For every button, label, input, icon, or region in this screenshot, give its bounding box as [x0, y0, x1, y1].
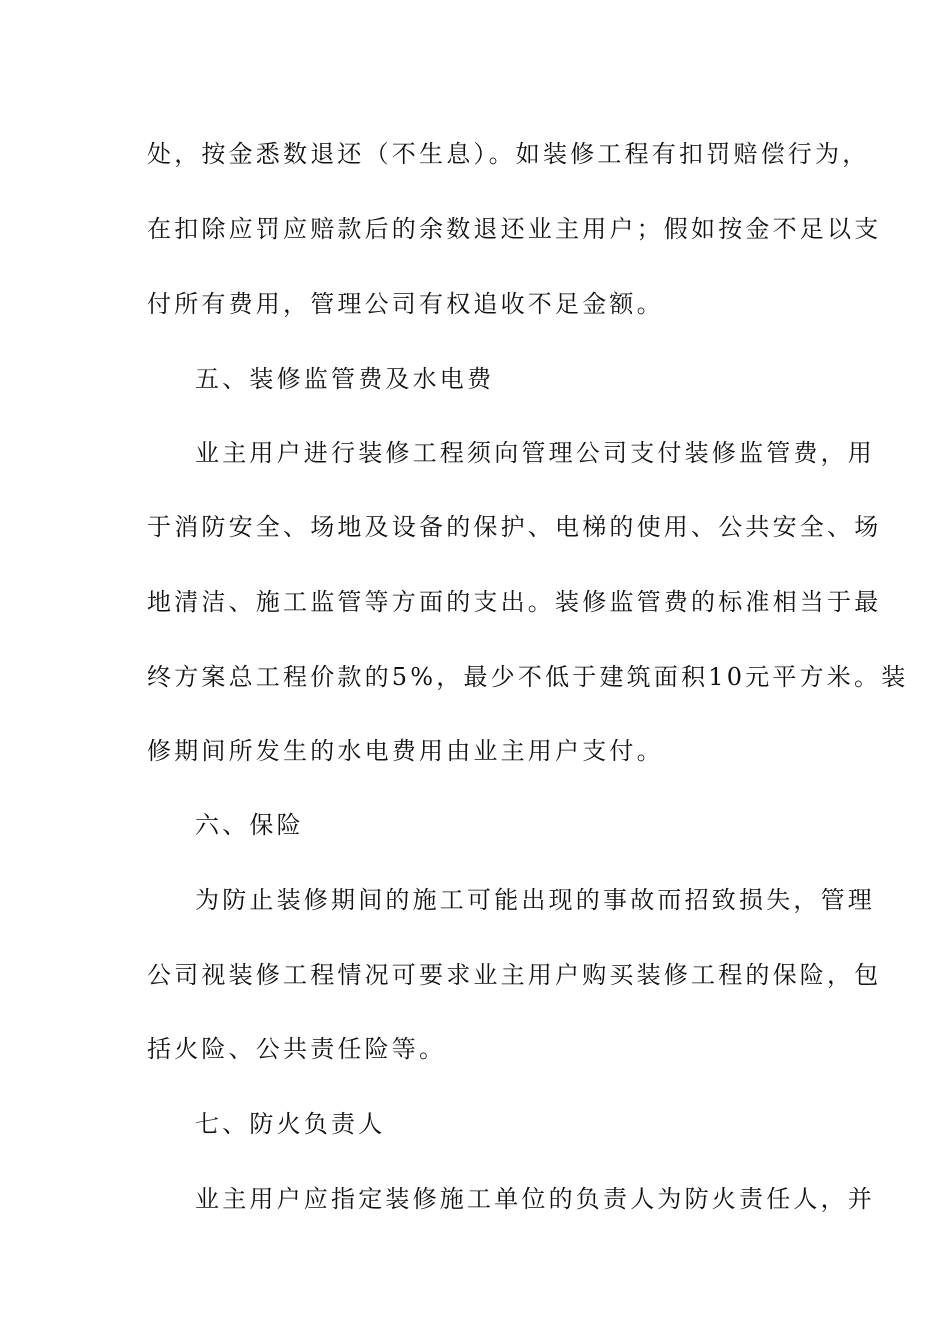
paragraph-line: 业主用户应指定装修施工单位的负责人为防火责任人，并 — [195, 1185, 875, 1213]
section-heading-5: 五、装修监管费及水电费 — [195, 365, 495, 393]
paragraph-line: 地清洁、施工监管等方面的支出。装修监管费的标准相当于最 — [147, 588, 882, 616]
paragraph-line: 业主用户进行装修工程须向管理公司支付装修监管费，用 — [195, 439, 875, 467]
paragraph-line: 为防止装修期间的施工可能出现的事故而招致损失，管理 — [195, 886, 875, 914]
paragraph-line: 在扣除应罚应赔款后的余数退还业主用户；假如按金不足以支 — [147, 215, 882, 243]
section-heading-6: 六、保险 — [195, 811, 304, 839]
paragraph-line: 括火险、公共责任险等。 — [147, 1035, 447, 1063]
paragraph-line: 修期间所发生的水电费用由业主用户支付。 — [147, 737, 664, 765]
paragraph-line: 于消防安全、场地及设备的保护、电梯的使用、公共安全、场 — [147, 513, 882, 541]
paragraph-line: 付所有费用，管理公司有权追收不足金额。 — [147, 290, 664, 318]
paragraph-line: 终方案总工程价款的5%，最少不低于建筑面积10元平方米。装 — [147, 663, 909, 691]
paragraph-line: 公司视装修工程情况可要求业主用户购买装修工程的保险，包 — [147, 961, 882, 989]
paragraph-line: 处，按金悉数退还（不生息）。如装修工程有扣罚赔偿行为， — [147, 140, 870, 168]
section-heading-7: 七、防火负责人 — [195, 1110, 386, 1138]
